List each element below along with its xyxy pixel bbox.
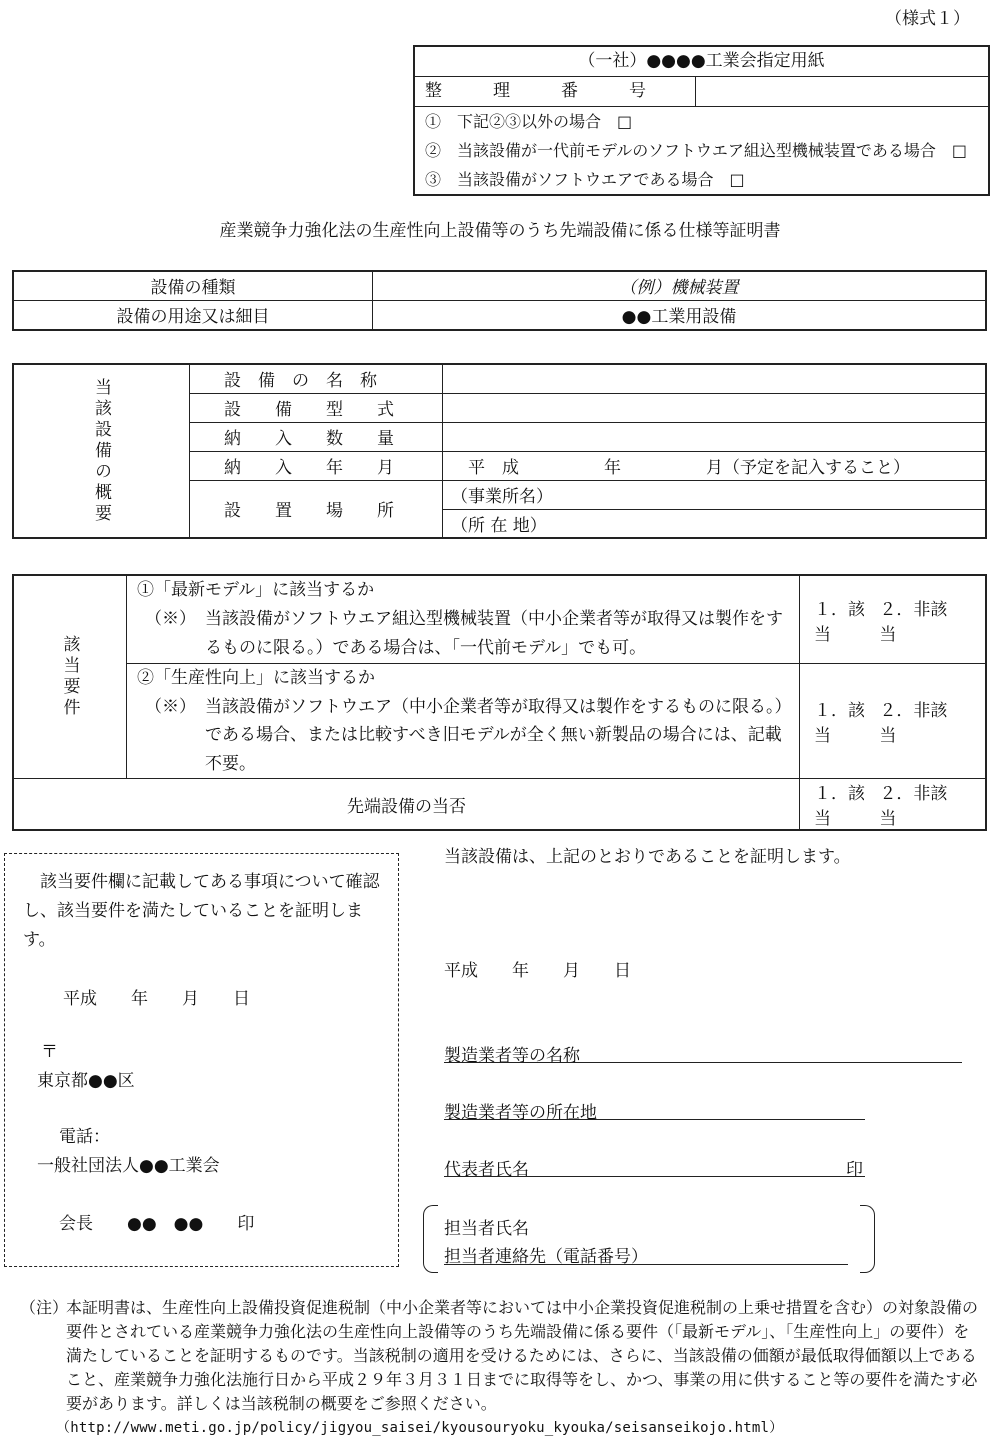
association-designated-box [413, 45, 990, 196]
req1-note-mark: （※） [145, 609, 196, 629]
advanced-equipment-label: 先端設備の当否 [13, 779, 800, 831]
maker-name-line[interactable] [444, 1062, 962, 1063]
footnote-text: 本証明書は、生産性向上設備投資促進税制（中小企業者等においては中小企業投資促進税制の上乗せ措置を含む）の対象設備の要件とされている産業競争力強化法の生産性向上設備等のうち先端設備に係る要件（「最新モデル」、「生産性向上」の要件）を満たしていることを証明するものです。当該税制の適用を受けるためには、さらに、当該設備の価額が最低取得価額以上であること、産業競争力強化法施行日から平成２９年３月３１日までに取得等をし、かつ、事業の用に供すること等の要件を満たす必要があります。詳しくは当該税制の概要をご参照ください。 [66, 1298, 979, 1413]
final-choice-no[interactable]: ２．非該当 [879, 784, 948, 829]
equipment-name-field[interactable] [443, 364, 987, 393]
association-phone: 電話： [59, 1127, 110, 1147]
footnote-url[interactable]: （http://www.meti.go.jp/policy/jigyou_saisei/kyousouryoku_kyouka/seisanseikojo.html） [56, 1420, 784, 1436]
option-2[interactable]: ② 当該設備が一代前モデルのソフトウエア組込型機械装置である場合 □ [425, 141, 967, 160]
representative-seal: 印 [846, 1160, 863, 1180]
maker-cert-date[interactable]: 平成 年 月 日 [444, 961, 631, 981]
equipment-use-label: 設備の用途又は細目 [13, 300, 373, 330]
contact-phone-line[interactable] [444, 1264, 848, 1265]
overview-side-label: 当該設備の概要 [13, 364, 190, 538]
association-address: 東京都●●区 [37, 1071, 135, 1091]
requirements-side-label: 該当要件 [13, 575, 127, 779]
req2-choice-yes[interactable]: １．該当 [814, 701, 865, 746]
final-choice-yes[interactable]: １．該当 [814, 784, 865, 829]
requirements-table [12, 574, 987, 831]
installation-office-field[interactable]: （事業所名） [443, 480, 987, 509]
req1-title: ①「最新モデル」に該当するか [137, 580, 375, 600]
equipment-model-field[interactable] [443, 393, 987, 422]
maker-address-line[interactable] [444, 1119, 865, 1120]
req2-note: 当該設備がソフトウエア（中小企業者等が取得又は製作をするものに限る。）である場合、または比較すべき旧モデルが全く無い新製品の場合には、記載不要。 [205, 696, 792, 774]
representative-name-line[interactable] [444, 1176, 865, 1177]
association-certification-box [4, 853, 399, 1267]
serial-number-label: 整 理 番 号 [415, 77, 696, 106]
req1-choice-no[interactable]: ２．非該当 [879, 599, 948, 645]
document-title: 産業競争力強化法の生産性向上設備等のうち先端設備に係る仕様等証明書 [219, 221, 781, 241]
delivery-quantity-label: 納 入 数 量 [190, 422, 443, 451]
form-number-label: （様式１） [885, 9, 970, 29]
equipment-type-value[interactable]: （例）機械装置 [373, 271, 987, 300]
maker-address-label: 製造業者等の所在地 [444, 1103, 597, 1123]
representative-name-label: 代表者氏名 [444, 1160, 529, 1180]
maker-name-label: 製造業者等の名称 [444, 1046, 580, 1066]
footnote-mark: （注） [20, 1298, 69, 1317]
req2-note-mark: （※） [145, 696, 196, 717]
contact-bracket-left [423, 1205, 438, 1273]
equipment-use-value[interactable]: ●●工業用設備 [373, 300, 987, 330]
contact-bracket-right [860, 1205, 875, 1273]
equipment-overview-table [12, 363, 987, 539]
delivery-date-field[interactable]: 平 成 年 月（予定を記入すること） [443, 451, 987, 480]
association-cert-date[interactable]: 平成 年 月 日 [63, 989, 250, 1009]
maker-cert-statement: 当該設備は、上記のとおりであることを証明します。 [444, 847, 851, 867]
postal-mark: 〒 [41, 1042, 58, 1062]
association-cert-text: 該当要件欄に記載してある事項について確認し、該当要件を満たしていることを証明します。 [23, 872, 380, 950]
association-chair-seal: 会長 ●● ●● 印 [59, 1214, 255, 1234]
footnote [20, 1296, 982, 1440]
req2-choice-no[interactable]: ２．非該当 [879, 701, 948, 746]
req1-note: 当該設備がソフトウエア組込型機械装置（中小企業者等が取得又は製作をするものに限る。）である場合は、「一代前モデル」でも可。 [205, 609, 783, 658]
installation-address-field[interactable]: （所 在 地） [443, 509, 987, 538]
installation-place-label: 設 置 場 所 [190, 480, 443, 538]
delivery-date-label: 納 入 年 月 [190, 451, 443, 480]
contact-phone-label: 担当者連絡先（電話番号） [444, 1247, 648, 1267]
equipment-name-label: 設 備 の 名 称 [190, 364, 443, 393]
serial-number-field[interactable] [696, 77, 988, 106]
association-org-name: 一般社団法人●●工業会 [37, 1156, 220, 1176]
option-1[interactable]: ① 下記②③以外の場合 □ [425, 112, 633, 131]
equipment-type-table [12, 270, 987, 331]
association-box-header: （一社）●●●●工業会指定用紙 [415, 47, 988, 77]
req2-title: ②「生産性向上」に該当するか [137, 668, 375, 688]
equipment-type-label: 設備の種類 [13, 271, 373, 300]
option-3[interactable]: ③ 当該設備がソフトウエアである場合 □ [425, 170, 745, 189]
contact-name-label: 担当者氏名 [444, 1219, 529, 1239]
delivery-quantity-field[interactable] [443, 422, 987, 451]
equipment-model-label: 設 備 型 式 [190, 393, 443, 422]
req1-choice-yes[interactable]: １．該当 [814, 599, 865, 645]
